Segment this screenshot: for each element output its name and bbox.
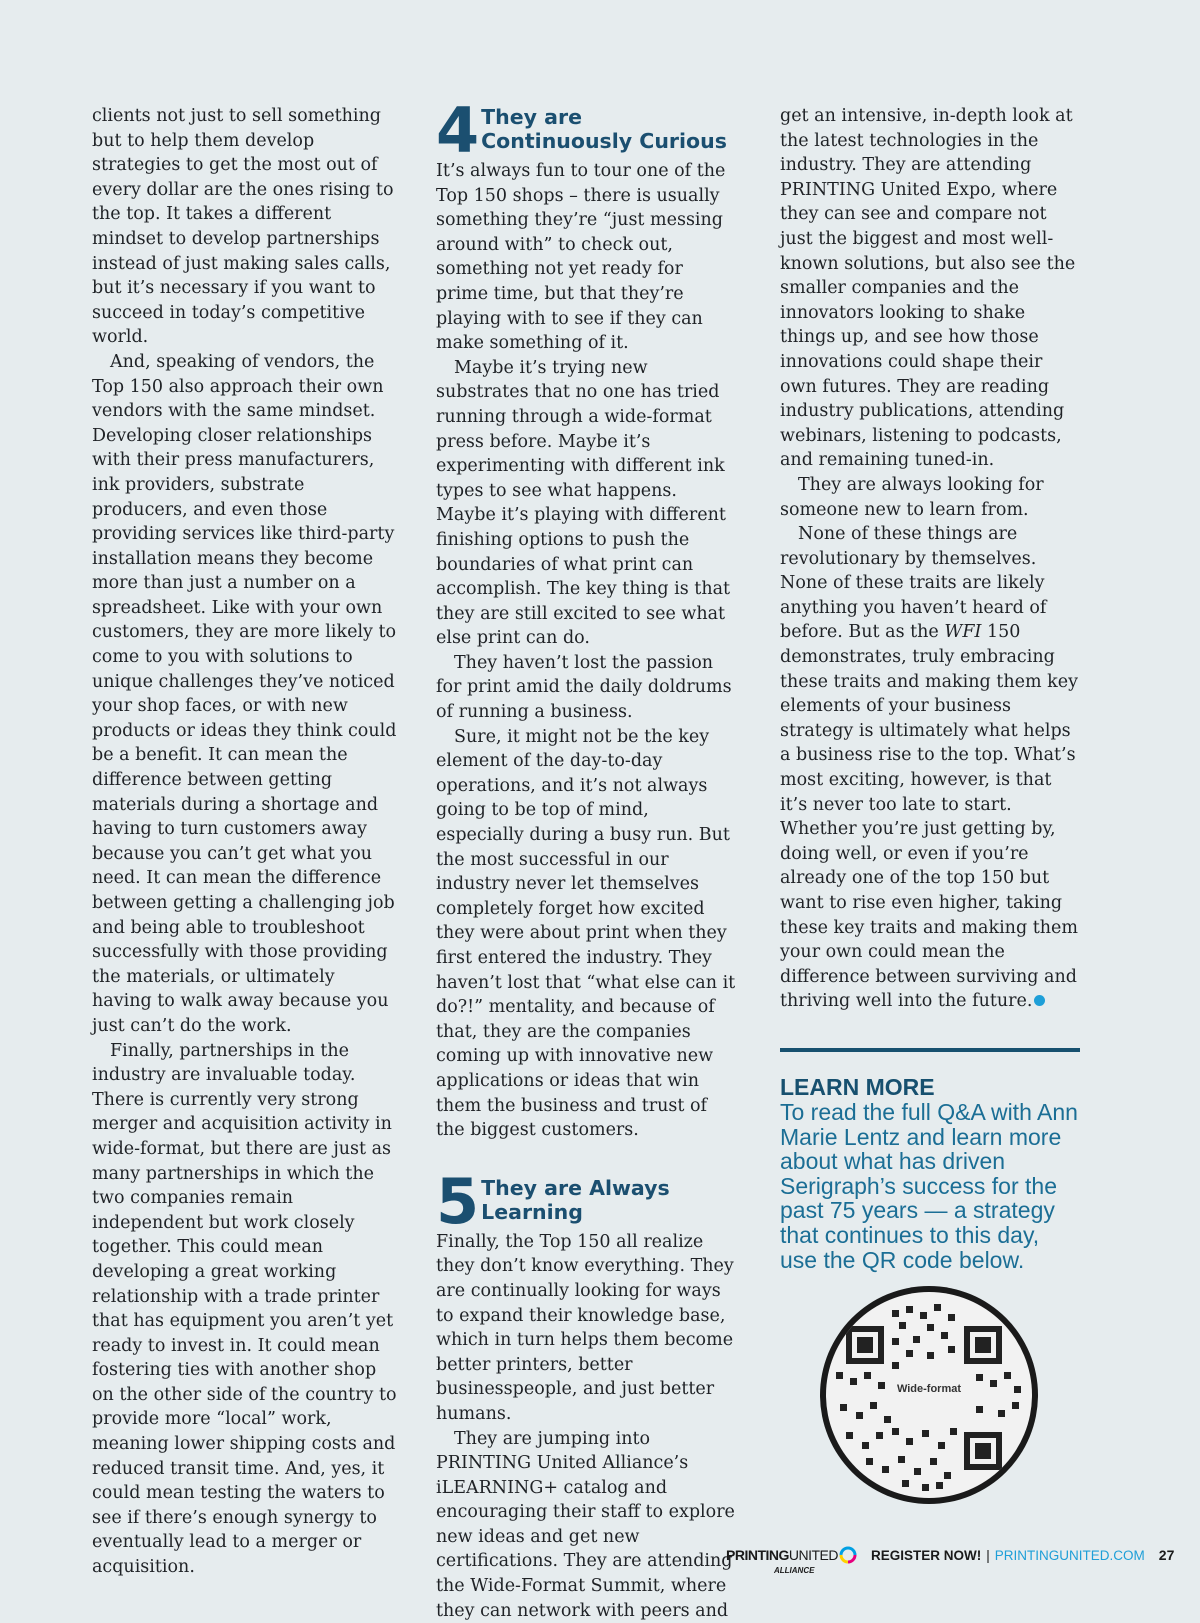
logo-ring-icon <box>839 1546 857 1564</box>
section-number: 5 <box>436 1177 477 1227</box>
body-paragraph: Sure, it might not be the key element of the day-to-day operations, and it’s not always going to be top of mind, especially during a busy run. But the most successful in our industry never let themselves completely forget how excited they were about print when they first entered the industry. They haven’t lost that “what else can it do?!” mentality, and because of that, they are the companies coming up with innovative new applications or ideas that win them the business and trust of the biggest customers. <box>436 725 736 1143</box>
body-paragraph: They are always looking for someone new to learn from. <box>780 473 1080 522</box>
qr-label: Wide-format <box>826 1383 1032 1395</box>
body-paragraph: And, speaking of vendors, the Top 150 also approach their own vendors with the same mindset. Developing closer relationships with their press manufacturers, ink providers, substrate producers, and even those providing services like third-party installation means they become more than just a number on a spreadsheet. Like with your own customers, they are more likely to come to you with solutions to unique challenges they’ve noticed your shop faces, or with new products or ideas they think could be a benefit. It can mean the difference between getting materials during a shortage and having to turn customers away because you can’t get what you need. It can mean the difference between getting a challenging job and being able to troubleshoot successfully with those providing the materials, or ultimately having to walk away because you just can’t do the work. <box>92 350 397 1039</box>
divider <box>780 1048 1080 1052</box>
footer-separator: | <box>986 1548 990 1563</box>
body-paragraph: get an intensive, in-depth look at the latest technologies in the industry. They are attending PRINTING United Expo, where they can see and compare not just the biggest and most well-known solutions, but also see the smaller companies and the innovators looking to shake things up, and see how those innovations could shape their own futures. They are reading industry publications, attending webinars, listening to podcasts, and remaining tuned-in. <box>780 104 1080 473</box>
qr-code-body <box>826 1292 1032 1498</box>
article-column-3 <box>780 104 1080 1272</box>
body-paragraph: clients not just to sell something but to help them develop strategies to get the most out of every dollar are the ones rising to the top. It takes a different mindset to develop partnerships instead of just making sales calls, but it’s necessary if you want to succeed in today’s competitive world. <box>92 104 397 350</box>
page-footer <box>726 1537 1174 1573</box>
body-paragraph <box>780 522 1080 1014</box>
body-text: 150 demonstrates, truly embracing these traits and making them key elements of your business strategy is ultimately what helps a business rise to the top. What’s most exciting, however, is that it’s never too late to start. Whether you’re just getting by, doing well, or even if you’re already one of the top 150 but want to rise even higher, taking these key traits and making them your own could mean the difference between surviving and thriving well into the future. <box>780 622 1078 1011</box>
website-link[interactable]: PRINTINGUNITED.COM <box>995 1548 1145 1563</box>
qr-code-icon[interactable] <box>820 1286 1038 1504</box>
section-title: They are Continuously Curious <box>481 104 736 153</box>
section-number: 4 <box>436 106 477 156</box>
body-paragraph: Finally, the Top 150 all realize they don’t know everything. They are continually looking for ways to expand their knowledge base, which in turn helps them become better printers, better businesspeople, and just better humans. <box>436 1230 736 1427</box>
body-text: None of these things are revolutionary by themselves. None of these traits are likely anything you haven’t heard of before. But as the <box>780 524 1046 642</box>
learn-more-heading: LEARN MORE <box>780 1074 1080 1100</box>
printing-united-logo[interactable] <box>726 1546 871 1564</box>
article-column-1 <box>92 104 397 1580</box>
logo-text-bold: PRINTING <box>726 1547 789 1563</box>
end-mark-icon <box>1034 995 1045 1006</box>
page-number: 27 <box>1159 1547 1175 1563</box>
section-5-heading <box>436 1175 736 1227</box>
article-column-2 <box>436 104 736 1623</box>
body-paragraph: Finally, partnerships in the industry are invaluable today. There is currently very strong merger and acquisition activity in wide-format, but there are just as many partnerships in which the two companies remain independent but work closely together. This could mean developing a great working relationship with a trade printer that has equipment you aren’t yet ready to invest in. It could mean fostering ties with another shop on the other side of the country to provide more “local” work, meaning lower shipping costs and reduced transit time. And, yes, it could mean testing the waters to see if there’s enough synergy to eventually lead to a merger or acquisition. <box>92 1039 397 1580</box>
register-now-link[interactable]: REGISTER NOW! <box>871 1548 981 1563</box>
logo-text-light: UNITED <box>789 1547 838 1563</box>
body-paragraph: Maybe it’s trying new substrates that no one has tried running through a wide-format press before. Maybe it’s experimenting with different ink types to see what happens. Maybe it’s playing with different finishing options to push the boundaries of what print can accomplish. The key thing is that they are still excited to see what else print can do. <box>436 356 736 651</box>
section-4-heading <box>436 104 736 156</box>
publication-name: WFI <box>944 622 981 642</box>
body-paragraph: It’s always fun to tour one of the Top 150 shops – there is usually something they’re “just messing around with” to check out, something not yet ready for prime time, but that they’re playing with to see if they can make something of it. <box>436 159 736 356</box>
learn-more-text: To read the full Q&A with Ann Marie Lentz and learn more about what has driven Serigraph’s success for the past 75 years — a strategy that continues to this day, use the QR code below. <box>780 1100 1080 1272</box>
section-title: They are Always Learning <box>481 1175 736 1224</box>
body-paragraph: They haven’t lost the passion for print amid the daily doldrums of running a business. <box>436 651 736 725</box>
logo-subtext: ALLIANCE <box>774 1566 814 1575</box>
body-paragraph: They are jumping into PRINTING United Alliance’s iLEARNING+ catalog and encouraging their staff to explore new ideas and get new certifications. They are attending the Wide-Format Summit, where they can network with peers and <box>436 1427 736 1623</box>
qr-pattern-icon <box>826 1292 1032 1498</box>
